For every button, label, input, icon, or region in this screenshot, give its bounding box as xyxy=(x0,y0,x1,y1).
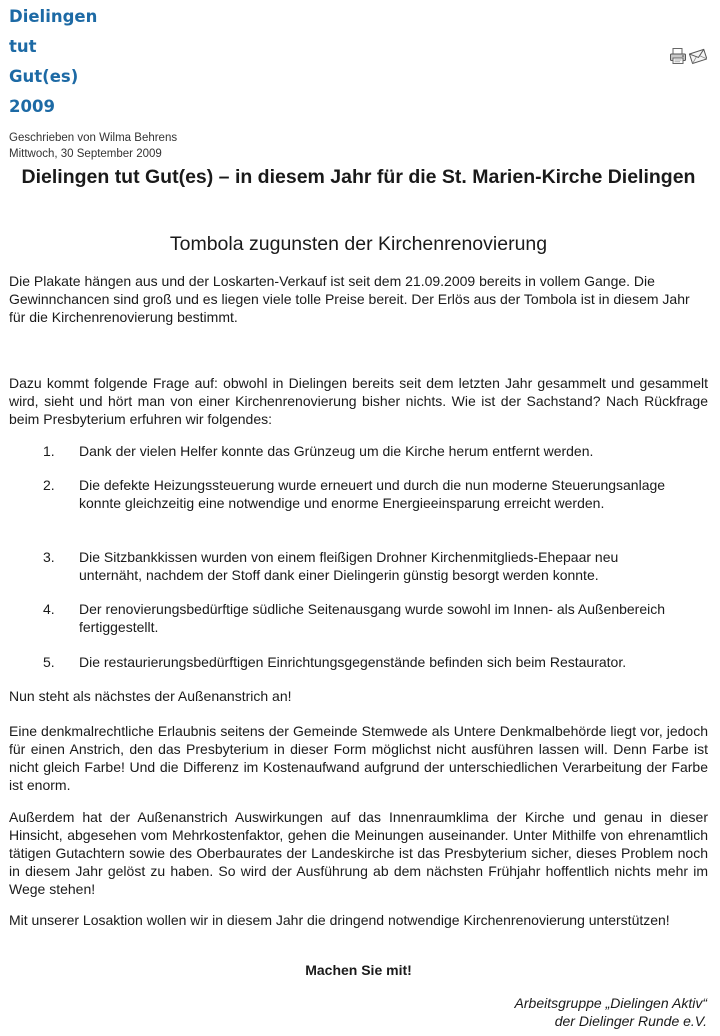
signature xyxy=(515,994,707,1030)
appeal-paragraph: Mit unserer Losaktion wollen wir in diesem Jahr die dringend notwendige Kirchenrenovierung unterstützen! xyxy=(9,912,670,928)
next-step-paragraph: Nun steht als nächstes der Außenanstrich an! xyxy=(9,688,292,704)
article-toolbar xyxy=(669,47,707,65)
intro-paragraph: Die Plakate hängen aus und der Loskarten-Verkauf ist seit dem 21.09.2009 bereits in vollem Gange. Die Gewinnchancen sind groß und es liegen viele tolle Preise bereit. Der Erlös aus der Tombola ist in diesem Jahr für die Kirchenrenovierung bestimmt. xyxy=(9,273,690,325)
signature-line-group: Arbeitsgruppe „Dielingen Aktiv“ xyxy=(514,995,707,1011)
email-icon[interactable] xyxy=(689,47,707,65)
print-icon[interactable] xyxy=(669,47,687,65)
signature-line-org: der Dielinger Runde e.V. xyxy=(554,1013,707,1029)
list-item xyxy=(9,653,626,671)
list-item-number: 2. xyxy=(43,477,55,493)
list-item-text: Die defekte Heizungssteuerung wurde erneuert und durch die nun moderne Steuerungsanlage konnte gleichzeitig eine notwendige und enorme Energieeinsparung erreicht werden. xyxy=(79,477,666,511)
list-item-number: 4. xyxy=(43,601,55,617)
list-item-text: Der renovierungsbedürftige südliche Seitenausgang wurde sowohl im Innen- als Außenbereich fertiggestellt. xyxy=(79,601,666,635)
article-heading: Dielingen tut Gut(es) – in diesem Jahr für die St. Marien-Kirche Dielingen xyxy=(21,166,696,188)
list-item-number: 3. xyxy=(43,549,55,565)
site-title-line[interactable]: Gut(es) xyxy=(9,67,79,86)
list-item-text: Die restaurierungsbedürftigen Einrichtungsgegenstände befinden sich beim Restaurator. xyxy=(79,654,627,670)
permit-paragraph: Eine denkmalrechtliche Erlaubnis seitens der Gemeinde Stemwede als Untere Denkmalbehörde liegt vor, jedoch für einen Anstrich, den das Presbyterium in dieser Form möglichst nicht ausführen lassen will. Denn Farbe ist nicht gleich Farbe! Und die Differenz im Kostenaufwand aufgrund der unterschiedlichen Verarbeitung der Farbe ist enorm. xyxy=(9,723,708,793)
climate-paragraph: Außerdem hat der Außenanstrich Auswirkungen auf das Innenraumklima der Kirche und genau in dieser Hinsicht, abgesehen vom Mehrkostenfaktor, gehen die Meinungen auseinander. Unter Mithilfe von ehrenamtlich tätigen Gutachtern sowie des Oberbaurates der Landeskirche ist das Presbyterium sicher, dieses Problem noch in diesem Jahr gelöst zu haben. So wird der Ausführung ab dem nächsten Frühjahr hoffentlich nichts mehr im Wege stehen! xyxy=(9,809,708,897)
list-item-number: 1. xyxy=(43,443,55,459)
article-meta xyxy=(9,130,177,162)
list-item xyxy=(9,548,669,584)
site-title-line[interactable]: tut xyxy=(9,37,37,56)
list-item-text: Dank der vielen Helfer konnte das Grünzeug um die Kirche herum entfernt werden. xyxy=(79,443,594,459)
list-item xyxy=(9,476,669,512)
site-title[interactable] xyxy=(9,2,129,122)
author-line: Geschrieben von Wilma Behrens xyxy=(9,132,178,144)
question-paragraph: Dazu kommt folgende Frage auf: obwohl in Dielingen bereits seit dem letzten Jahr gesammelt und gesammelt wird, sieht und hört man von einer Kirchenrenovierung bisher nichts. Wie ist der Sachstand? Nach Rückfrage beim Presbyterium erfuhren wir folgendes: xyxy=(9,375,708,427)
list-item xyxy=(9,600,669,636)
site-title-line[interactable]: Dielingen xyxy=(9,7,98,26)
article-subheading: Tombola zugunsten der Kirchenrenovierung xyxy=(169,233,548,255)
list-item xyxy=(9,442,593,460)
date-line: Mittwoch, 30 September 2009 xyxy=(9,148,162,160)
site-title-line[interactable]: 2009 xyxy=(9,97,55,116)
list-item-text: Die Sitzbankkissen wurden von einem fleißigen Drohner Kirchenmitglieds-Ehepaar neu unternäht, nachdem der Stoff dank einer Dielingerin günstig besorgt werden konnte. xyxy=(79,549,619,583)
closing-line: Machen Sie mit! xyxy=(305,962,412,978)
list-item-number: 5. xyxy=(43,654,55,670)
